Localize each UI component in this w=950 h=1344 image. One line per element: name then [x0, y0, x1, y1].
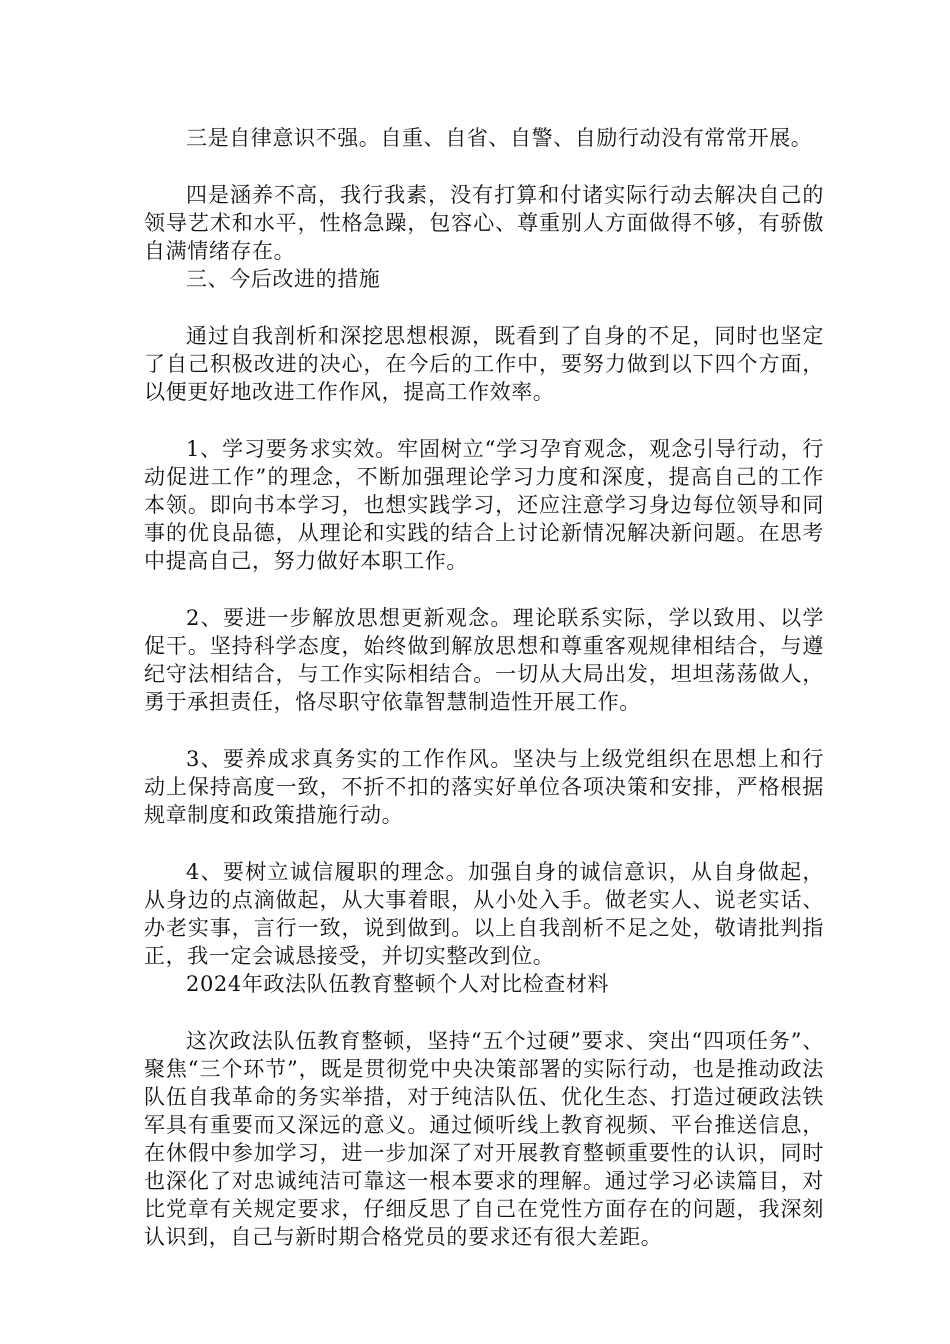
paragraph-measure-1: 1、学习要务求实效。牢固树立“学习孕育观念，观念引导行动，行动促进工作”的理念，不断加强理论学习力度和深度，提高自己的工作本领。即向书本学习，也想实践学习，还应注意学习身边每位领导和同事的优良品德，从理论和实践的结合上讨论新情况解决新问题。在思考中提高自己，努力做好本职工作。 — [144, 437, 824, 573]
paragraph-measure-2: 2、要进一步解放思想更新观念。理论联系实际，学以致用、以学促干。坚持科学态度，始终做到解放思想和尊重客观规律相结合，与遵纪守法相结合，与工作实际相结合。一切从大局出发，坦坦荡荡做人，勇于承担责任，恪尽职守依靠智慧制造性开展工作。 — [144, 606, 824, 714]
paragraph-measure-4: 4、要树立诚信履职的理念。加强自身的诚信意识，从自身做起，从身边的点滴做起，从大事着眼，从小处入手。做老实人、说老实话、办老实事，言行一致，说到做到。以上自我剖析不足之处，敬请批判指正，我一定会诚恳接受，并切实整改到位。 — [144, 860, 824, 968]
document-page — [144, 124, 824, 1251]
paragraph-improvement-intro: 通过自我剖析和深挖思想根源，既看到了自身的不足，同时也坚定了自己积极改进的决心，在今后的工作中，要努力做到以下四个方面，以便更好地改进工作作风，提高工作效率。 — [144, 324, 824, 404]
paragraph-cultivation: 四是涵养不高，我行我素，没有打算和付诸实际行动去解决自己的领导艺术和水平，性格急躁，包容心、尊重别人方面做得不够，有骄傲自满情绪存在。 — [144, 183, 824, 263]
document-title: 2024年政法队伍教育整顿个人对比检查材料 — [186, 972, 610, 996]
paragraph-education-rectification: 这次政法队伍教育整顿，坚持“五个过硬”要求、突出“四项任务”、聚焦“三个环节”，既是贯彻党中央决策部署的实际行动，也是推动政法队伍自我革命的务实举措，对于纯洁队伍、优化生态、打造过硬政法铁军具有重要而又深远的意义。通过倾听线上教育视频、平台推送信息，在休假中参加学习，进一步加深了对开展教育整顿重要性的认识，同时也深化了对忠诚纯洁可靠这一根本要求的理解。通过学习必读篇目，对比党章有关规定要求，仔细反思了自己在党性方面存在的问题，我深刻认识到，自己与新时期合格党员的要求还有很大差距。 — [144, 1029, 824, 1249]
paragraph-measure-3: 3、要养成求真务实的工作作风。坚决与上级党组织在思想上和行动上保持高度一致，不折不扣的落实好单位各项决策和安排，严格根据规章制度和政策措施行动。 — [144, 747, 824, 827]
paragraph-self-discipline: 三是自律意识不强。自重、自省、自警、自励行动没有常常开展。 — [186, 126, 813, 150]
section-heading-improvement-measures: 三、今后改进的措施 — [186, 267, 381, 291]
